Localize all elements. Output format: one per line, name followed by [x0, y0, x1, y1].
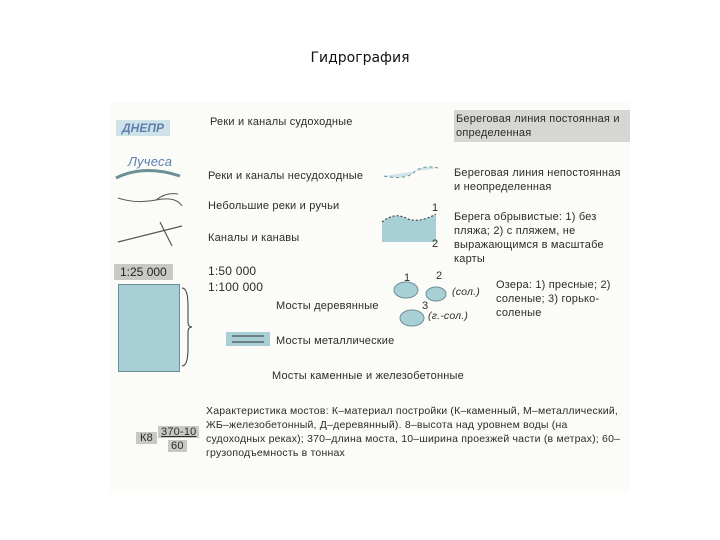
nonnavigable-rivers-label: Реки и каналы несудоходные [208, 170, 364, 182]
lake-bitter-salt-label: (г.-сол.) [428, 310, 469, 322]
shore-variable-label: Береговая линия непостоянная и неопределенная [454, 167, 621, 193]
bridge-num-bottom: 60 [168, 440, 187, 452]
bridge-description: Характеристика мостов: К–материал постройки (К–каменный, М–металлический, ЖБ–железобетонный, Д–деревянный). 8–высота над уровнем воды (на судоходных реках); 370–длина моста, 10–ширина проезжей части (в метрах); 60–грузоподъемность в тоннах [206, 405, 621, 459]
bridge-brace-icon [180, 286, 194, 368]
small-river-icon [116, 190, 184, 214]
lake-num-1: 1 [404, 272, 411, 284]
lake-num-3: 3 [422, 300, 429, 312]
stone-bridges-label: Мосты каменные и железобетонные [272, 370, 464, 382]
lakes-label: Озера: 1) пресные; 2) соленые; 3) горько-соленые [496, 279, 611, 319]
bank-num-2: 2 [432, 238, 439, 250]
scale-100000: 1:100 000 [208, 280, 264, 294]
canals-label: Каналы и канавы [208, 232, 300, 244]
canal-icon [116, 220, 186, 248]
bridge-num-top: 370-10 [158, 426, 199, 438]
small-rivers-label: Небольшие реки и ручьи [208, 200, 340, 212]
metal-bridge-icon [226, 330, 272, 348]
scale-50000: 1:50 000 [208, 264, 257, 278]
bridge-map-symbol [118, 284, 180, 372]
dnepr-label: ДНЕПР [116, 120, 170, 136]
metal-bridges-label: Мосты металлические [276, 335, 395, 347]
navigable-rivers-label: Реки и каналы судоходные [210, 116, 353, 128]
scale-label-25000: 1:25 000 [114, 264, 173, 280]
wooden-bridges-label: Мосты деревянные [276, 300, 379, 312]
bridge-code: К8 [136, 432, 157, 444]
steep-banks-label: Берега обрывистые: 1) без пляжа; 2) с пляжем, не выражающимся в масштабе карты [454, 211, 604, 265]
page-title: Гидрография [310, 50, 410, 66]
shore-constant-label: Береговая линия постоянная и определенная [454, 110, 630, 142]
river-navigable-icon [114, 162, 184, 184]
lake-salt-label: (сол.) [452, 286, 480, 298]
luchesa-label: Лучеса [128, 154, 173, 169]
steep-banks-icon [380, 202, 440, 246]
lake-num-2: 2 [436, 270, 443, 282]
legend-scan [110, 102, 630, 492]
bank-num-1: 1 [432, 202, 439, 214]
variable-shore-icon [382, 160, 442, 184]
